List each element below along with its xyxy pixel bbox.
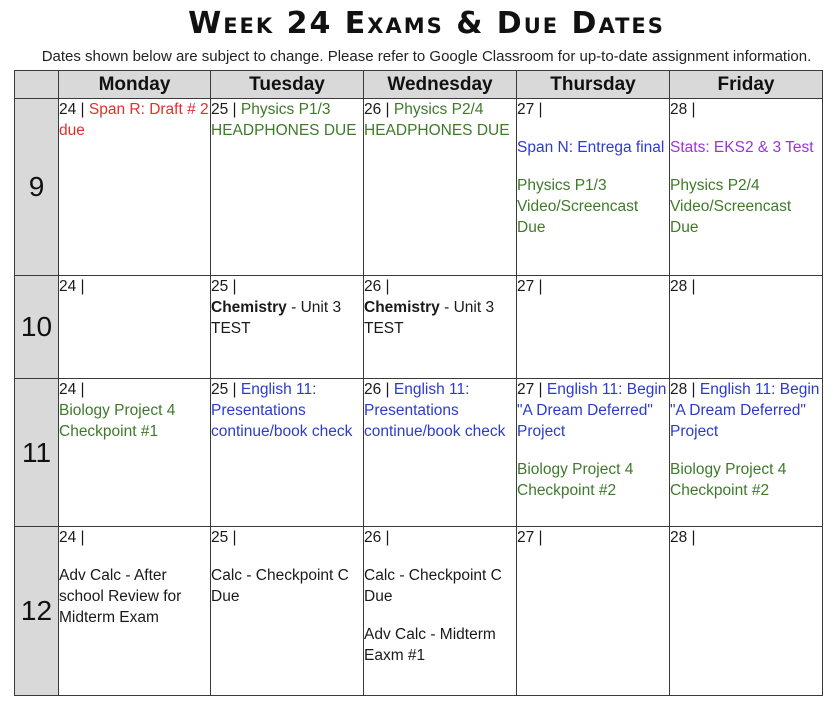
assignment-text: Physics P1/3 Video/Screencast Due — [517, 177, 639, 236]
assignment-text: English 11: Begin "A Dream Deferred" Project — [670, 381, 820, 440]
assignment-text: Adv Calc - Midterm Eaxm #1 — [364, 626, 496, 664]
table-row — [15, 99, 823, 276]
assignment-text: Calc - Checkpoint C Due — [211, 567, 349, 605]
period-label: 10 — [15, 276, 59, 379]
date-label: 24 | — [59, 381, 85, 398]
day-cell — [364, 276, 517, 379]
day-cell — [211, 527, 364, 696]
table-row — [15, 276, 823, 379]
assignment-text: Physics P2/4 Video/Screencast Due — [670, 177, 792, 236]
assignment-text: - Unit 3 TEST — [211, 299, 342, 337]
assignment-text: Physics P2/4 HEADPHONES DUE — [364, 101, 510, 139]
day-cell — [364, 527, 517, 696]
day-cell — [670, 276, 823, 379]
date-label: 28 | — [670, 278, 696, 295]
date-label: 26 | — [364, 101, 390, 118]
assignment-text: English 11: Presentations continue/book check — [211, 381, 353, 440]
calendar-table — [14, 70, 823, 696]
day-cell — [211, 99, 364, 276]
day-cell — [59, 379, 211, 527]
assignment-text: Biology Project 4 Checkpoint #2 — [517, 461, 634, 499]
day-header-monday: Monday — [59, 71, 211, 99]
assignment-text: Span N: Entrega final — [517, 139, 665, 156]
assignment-text: Biology Project 4 Checkpoint #2 — [670, 461, 787, 499]
assignment-text: Span R: Draft # 2 due — [59, 101, 209, 139]
subject-label: Chemistry — [211, 299, 287, 316]
assignment-text: Adv Calc - After school Review for Midterm Exam — [59, 567, 182, 626]
assignment-text: Physics P1/3 HEADPHONES DUE — [211, 101, 357, 139]
day-header-thursday: Thursday — [517, 71, 670, 99]
day-cell — [670, 379, 823, 527]
period-label: 11 — [15, 379, 59, 527]
subject-label: Chemistry — [364, 299, 440, 316]
date-label: 27 | — [517, 529, 543, 546]
day-header-wednesday: Wednesday — [364, 71, 517, 99]
assignment-text: Calc - Checkpoint C Due — [364, 567, 502, 605]
assignment-text: Biology Project 4 Checkpoint #1 — [59, 402, 176, 440]
date-label: 26 | — [364, 381, 390, 398]
day-cell — [517, 276, 670, 379]
day-cell — [670, 527, 823, 696]
date-label: 27 | — [517, 101, 543, 118]
day-cell — [364, 99, 517, 276]
day-header-tuesday: Tuesday — [211, 71, 364, 99]
day-cell — [670, 99, 823, 276]
date-label: 24 | — [59, 101, 85, 118]
day-cell — [59, 276, 211, 379]
page-subtitle: Dates shown below are subject to change. Please refer to Google Classroom for up-to-date assignment information. — [41, 48, 812, 65]
corner-cell — [15, 71, 59, 99]
day-cell — [59, 99, 211, 276]
date-label: 26 | — [364, 529, 390, 546]
date-label: 27 | — [517, 278, 543, 295]
day-cell — [517, 99, 670, 276]
day-cell — [211, 379, 364, 527]
assignment-text: English 11: Presentations continue/book check — [364, 381, 506, 440]
table-row — [15, 527, 823, 696]
page-title: Week 24 Exams & Due Dates — [188, 6, 665, 41]
assignment-text: - Unit 3 TEST — [364, 299, 495, 337]
date-label: 24 | — [59, 529, 85, 546]
date-label: 24 | — [59, 278, 85, 295]
day-cell — [517, 527, 670, 696]
date-label: 28 | — [670, 101, 696, 118]
day-cell — [517, 379, 670, 527]
header-row — [15, 71, 823, 99]
assignment-text: English 11: Begin "A Dream Deferred" Project — [517, 381, 667, 440]
assignment-text: Stats: EKS2 & 3 Test — [670, 139, 814, 156]
period-label: 12 — [15, 527, 59, 696]
day-cell — [364, 379, 517, 527]
day-header-friday: Friday — [670, 71, 823, 99]
day-cell — [59, 527, 211, 696]
date-label: 25 | — [211, 529, 237, 546]
day-cell — [211, 276, 364, 379]
date-label: 25 | — [211, 101, 237, 118]
table-row — [15, 379, 823, 527]
period-label: 9 — [15, 99, 59, 276]
date-label: 26 | — [364, 278, 390, 295]
date-label: 25 | — [211, 278, 237, 295]
date-label: 25 | — [211, 381, 237, 398]
date-label: 28 | — [670, 529, 696, 546]
date-label: 27 | — [517, 381, 543, 398]
date-label: 28 | — [670, 381, 696, 398]
